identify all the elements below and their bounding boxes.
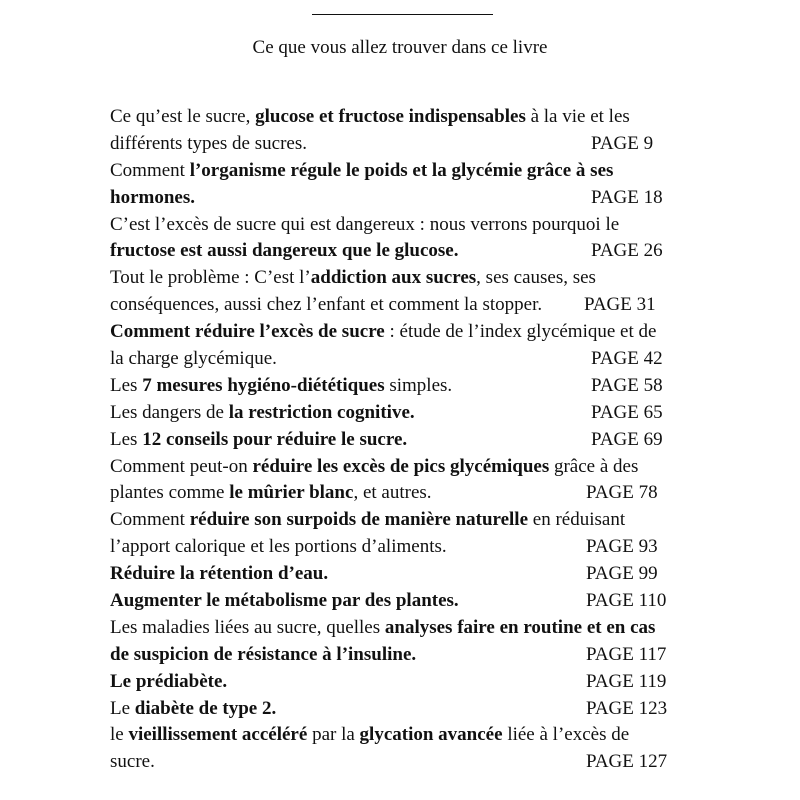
toc-line xyxy=(110,480,710,507)
toc-line xyxy=(110,292,710,319)
toc-line xyxy=(110,615,710,642)
toc-text-bold: vieillissement accéléré xyxy=(128,724,308,746)
toc-page-number: PAGE 78 xyxy=(586,482,658,504)
toc-line xyxy=(110,185,710,212)
toc-text: Comment xyxy=(110,509,190,531)
toc-text-bold: l’organisme régule le poids et la glycémie grâce à ses xyxy=(189,159,614,181)
toc-text: plantes comme xyxy=(110,482,230,504)
toc-text: l’apport calorique et les portions d’aliments. xyxy=(110,536,447,558)
toc-text: Les dangers de xyxy=(110,401,229,423)
toc-text: liée à l’excès de xyxy=(502,724,630,746)
toc-text: Comment xyxy=(110,159,190,181)
toc-text-bold: 12 conseils pour réduire le sucre. xyxy=(142,428,408,450)
toc-text-bold: glucose et fructose indispensables xyxy=(255,106,526,127)
toc-text: en réduisant xyxy=(528,509,626,531)
toc-text-bold: Le prédiabète. xyxy=(110,670,228,692)
toc-line xyxy=(110,507,710,534)
toc-page-number: PAGE 119 xyxy=(586,670,667,692)
toc-text-bold: la restriction cognitive. xyxy=(228,401,415,423)
toc-line xyxy=(110,104,710,131)
toc-line xyxy=(110,454,710,481)
toc-text: le xyxy=(110,724,129,746)
toc-text-bold: réduire les excès de pics glycémiques xyxy=(252,455,550,477)
toc-text: Les xyxy=(110,374,143,396)
toc-line xyxy=(110,696,710,723)
toc-text-bold: 7 mesures hygiéno-diététiques xyxy=(142,374,385,396)
toc-text: Les xyxy=(110,428,143,450)
toc-text: simples. xyxy=(384,374,453,396)
page-heading: Ce que vous allez trouver dans ce livre xyxy=(252,37,548,58)
toc-line xyxy=(110,319,710,346)
toc-page-number: PAGE 127 xyxy=(586,751,668,773)
toc-text: par la xyxy=(307,724,360,746)
toc-line xyxy=(110,265,710,292)
toc-line xyxy=(110,749,710,776)
toc-text: Ce qu’est le sucre, xyxy=(110,106,256,127)
toc-page-number: PAGE 18 xyxy=(591,186,663,208)
toc-line xyxy=(110,346,710,373)
toc-line xyxy=(110,238,710,265)
toc-line xyxy=(110,534,710,561)
toc-text-bold: hormones. xyxy=(110,186,195,208)
toc-line xyxy=(110,212,710,239)
toc-text: , ses causes, ses xyxy=(476,267,596,289)
toc-text-bold: Réduire la rétention d’eau. xyxy=(110,563,329,585)
toc-page-number: PAGE 42 xyxy=(591,348,663,370)
toc-line xyxy=(110,588,710,615)
toc-line xyxy=(110,131,710,158)
toc-line xyxy=(110,669,710,696)
toc-text: Le xyxy=(110,697,135,719)
toc-page-number: PAGE 123 xyxy=(586,697,668,719)
toc-text: : étude de l’index glycémique et de xyxy=(384,321,657,343)
toc-text-bold: Augmenter le métabolisme par des plantes. xyxy=(110,590,459,612)
toc-text-bold: glycation avancée xyxy=(359,724,503,746)
toc-text: Tout le problème : C’est l’ xyxy=(110,267,311,289)
toc-text-bold: fructose est aussi dangereux que le glucose. xyxy=(110,240,459,262)
toc-text-bold: Comment réduire l’excès de sucre xyxy=(110,321,385,343)
toc-line xyxy=(110,400,710,427)
toc-text-bold: diabète de type 2. xyxy=(134,697,277,719)
toc-text: C’est l’excès de sucre qui est dangereux : nous verrons pourquoi le xyxy=(110,213,620,235)
toc-text-bold: addiction aux sucres xyxy=(310,267,477,289)
toc-line xyxy=(110,427,710,454)
toc-text-bold: de suspicion de résistance à l’insuline. xyxy=(110,643,417,665)
toc-text: , et autres. xyxy=(353,482,432,504)
toc-text: à la vie et les xyxy=(525,106,630,127)
toc-text-bold: le mûrier blanc xyxy=(229,482,354,504)
toc-line xyxy=(110,642,710,669)
toc-page-number: PAGE 26 xyxy=(591,240,663,262)
toc-text: sucre. xyxy=(110,751,155,773)
toc-page-number: PAGE 65 xyxy=(591,401,663,423)
toc-page-number: PAGE 31 xyxy=(584,294,656,316)
toc-text: différents types de sucres. xyxy=(110,132,307,154)
toc-text: grâce à des xyxy=(549,455,639,477)
toc-text: la charge glycémique. xyxy=(110,348,277,370)
toc-text-bold: réduire son surpoids de manière naturelle xyxy=(189,509,529,531)
toc-text: Les maladies liées au sucre, quelles xyxy=(110,616,385,638)
table-of-contents xyxy=(110,104,710,776)
toc-page-number: PAGE 110 xyxy=(586,590,667,612)
toc-line xyxy=(110,158,710,185)
toc-page-number: PAGE 117 xyxy=(586,643,667,665)
toc-line xyxy=(110,722,710,749)
toc-page-number: PAGE 93 xyxy=(586,536,658,558)
toc-text: Comment peut-on xyxy=(110,455,253,477)
top-rule xyxy=(312,14,493,15)
toc-page-number: PAGE 69 xyxy=(591,428,663,450)
toc-line xyxy=(110,561,710,588)
toc-page-number: PAGE 58 xyxy=(591,374,663,396)
toc-text-bold: analyses faire en routine et en cas xyxy=(384,616,656,638)
toc-page-number: PAGE 9 xyxy=(591,132,654,154)
toc-text: conséquences, aussi chez l’enfant et comment la stopper. xyxy=(110,294,543,316)
toc-page-number: PAGE 99 xyxy=(586,563,658,585)
toc-line xyxy=(110,373,710,400)
